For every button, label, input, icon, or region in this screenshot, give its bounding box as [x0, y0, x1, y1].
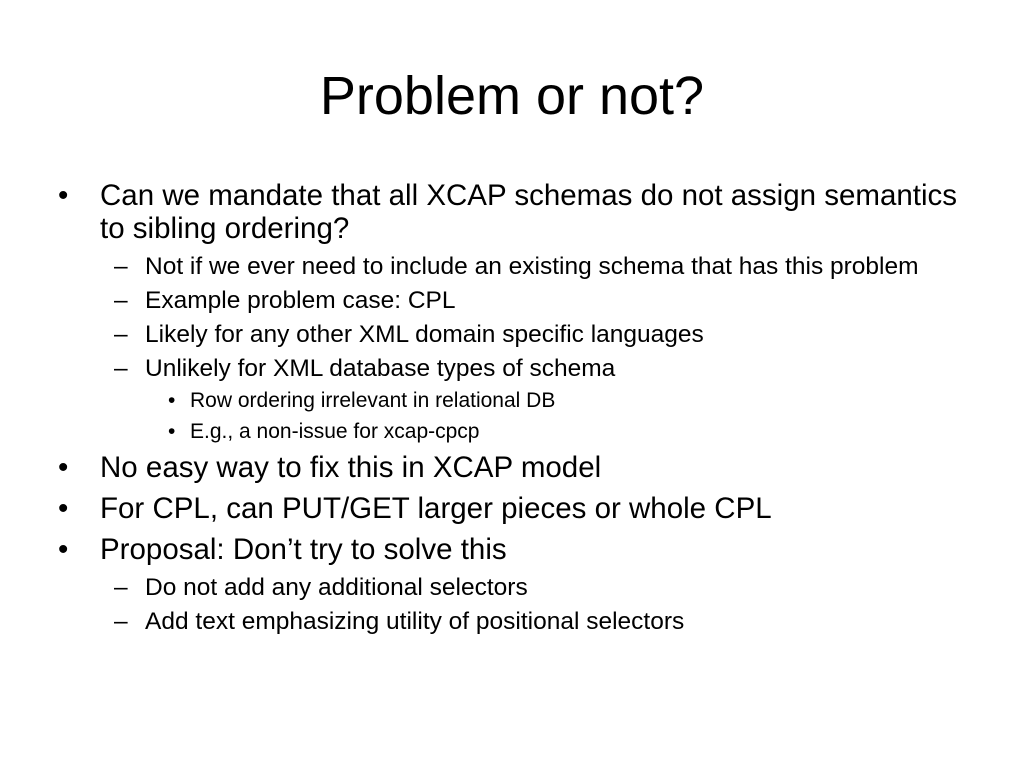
bullet-item — [0, 451, 1024, 484]
bullet-list — [0, 179, 1024, 642]
sub-sub-bullet-item — [0, 420, 1024, 444]
sub-bullet-item — [0, 253, 1024, 281]
sub-bullet-text: Not if we ever need to include an existing schema that has this problem — [145, 253, 919, 280]
bullet-item — [0, 492, 1024, 525]
sub-bullet-text: Likely for any other XML domain specific languages — [145, 321, 704, 348]
dash-marker: – — [114, 608, 128, 635]
sub-bullet-text: Unlikely for XML database types of schema — [145, 355, 616, 382]
bullet-marker: • — [168, 420, 176, 443]
sub-bullet-item — [0, 287, 1024, 315]
sub-sub-bullet-item — [0, 389, 1024, 413]
sub-bullet-item — [0, 574, 1024, 602]
bullet-marker: • — [58, 533, 69, 566]
bullet-text: For CPL, can PUT/GET larger pieces or whole CPL — [100, 492, 772, 525]
bullet-text: No easy way to fix this in XCAP model — [100, 451, 602, 484]
sub-sub-bullet-text: Row ordering irrelevant in relational DB — [190, 389, 556, 412]
sub-bullet-text: Do not add any additional selectors — [145, 574, 528, 601]
dash-marker: – — [114, 253, 128, 280]
bullet-marker: • — [168, 389, 176, 412]
bullet-marker: • — [58, 451, 69, 484]
sub-bullet-text: Example problem case: CPL — [145, 287, 456, 314]
dash-marker: – — [114, 574, 128, 601]
bullet-marker: • — [58, 179, 69, 212]
dash-marker: – — [114, 355, 128, 382]
bullet-text: Can we mandate that all XCAP schemas do not assign semantics to sibling ordering? — [100, 179, 958, 245]
sub-sub-bullet-text: E.g., a non-issue for xcap-cpcp — [190, 420, 480, 443]
slide-title: Problem or not? — [319, 66, 705, 126]
bullet-item — [0, 179, 1024, 245]
sub-bullet-text: Add text emphasizing utility of positional selectors — [145, 608, 685, 635]
bullet-text: Proposal: Don’t try to solve this — [100, 533, 507, 566]
dash-marker: – — [114, 287, 128, 314]
bullet-item — [0, 533, 1024, 566]
sub-bullet-item — [0, 355, 1024, 383]
dash-marker: – — [114, 321, 128, 348]
bullet-marker: • — [58, 492, 69, 525]
sub-bullet-item — [0, 608, 1024, 636]
sub-bullet-item — [0, 321, 1024, 349]
